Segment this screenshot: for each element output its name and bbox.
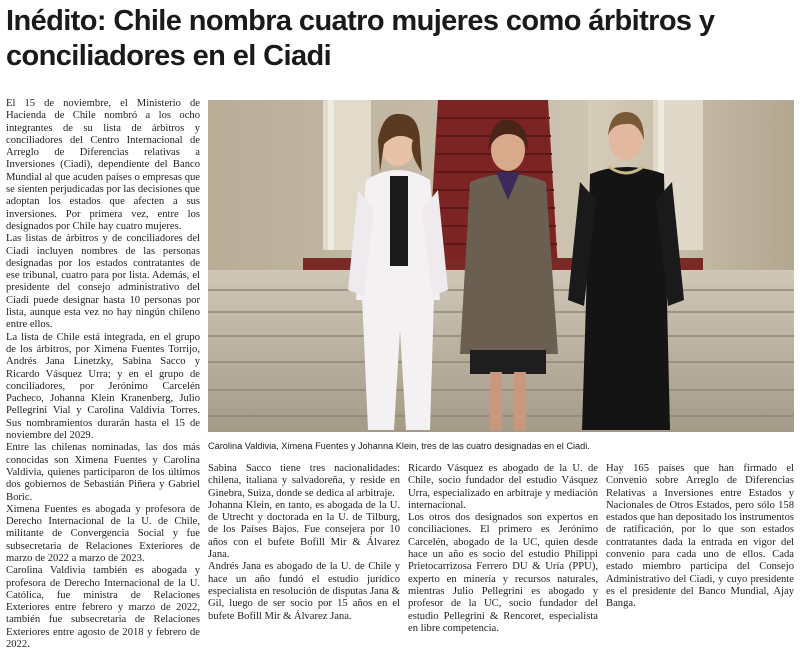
paragraph: Ricardo Vásquez es abogado de la U. de Chile, socio fundador del estudio Vásquez Urra, especializado en arbitraje y mediación internacional.: [408, 463, 598, 511]
text-column-1: [6, 98, 200, 651]
text-column-2: [208, 463, 400, 623]
paragraph: Los otros dos designados son expertos en conciliaciones. El primero es Jerónimo Carcelén, abogado de la UC, quien desde hace un año es socio del estudio Philippi Prietocarrizosa Ferrero DU & Uría (PPU), experto en minería y recursos naturales, mientras Julio Pellegrini es abogado y profesor de la UC, socio fundador del estudio Pellegrini & Rencoret, especialista en libre competencia.: [408, 512, 598, 634]
paragraph: Entre las chilenas nominadas, las dos más conocidas son Ximena Fuentes y Carolina Valdivia, quienes participaron de los últimos dos gobiernos de Sebastián Piñera y Gabriel Boric.: [6, 442, 200, 503]
paragraph: Sabina Sacco tiene tres nacionalidades: chilena, italiana y salvadoreña, y reside en Ginebra, Suiza, donde se dedica al arbitraje.: [208, 463, 400, 499]
text-column-4: [606, 463, 794, 611]
photo-illustration: [208, 100, 794, 432]
paragraph: Carolina Valdivia también es abogada y profesora de Derecho Internacional de la U. Católica, fue ministra de Relaciones Exteriores entre febrero y marzo de 2022, también fue subsecretaria de Relaciones Exteriores entre agosto de 2018 y febrero de 2022.: [6, 565, 200, 651]
paragraph: Johanna Klein, en tanto, es abogada de la U. de Utrecht y doctorada en la U. de Tilburg, de los Países Bajos. Fue consejera por 10 años con el bufete Bofill Mir & Álvarez Jana.: [208, 499, 400, 561]
headline: Inédito: Chile nombra cuatro mujeres como árbitros y conciliadores en el Ciadi: [6, 5, 715, 72]
photo-caption: Carolina Valdivia, Ximena Fuentes y Johanna Klein, tres de las cuatro designadas en el Ciadi.: [208, 441, 590, 451]
paragraph: Ximena Fuentes es abogada y profesora de Derecho Internacional de la U. de Chile, militante de Convergencia Social y fue subsecretaria de Relaciones Exteriores de marzo de 2022 a marzo de 2023.: [6, 503, 200, 564]
text-column-3: [408, 463, 598, 635]
paragraph: El 15 de noviembre, el Ministerio de Hacienda de Chile nombró a los ocho integrantes de su lista de árbitros y conciliadores del Centro Internacional de Arreglo de Diferencias relativas a Inversiones (Ciadi), dependiente del Banco Mundial al que acuden países o empresas que se sienten perjudicadas por las decisiones que adoptan los estados que afecten a sus inversiones. Por primera vez, entre los designados por Chile hay cuatro mujeres.: [6, 98, 200, 232]
paragraph: La lista de Chile está integrada, en el grupo de los árbitros, por Ximena Fuentes Torrijo, Andrés Jana Linetzky, Sabina Sacco y Ricardo Vásquez Urra; y en el grupo de conciliadores, por Jerónimo Carcelén Pacheco, Johanna Klein Kranenberg, Julio Pellegrini Vial y Carolina Valdivia Torres. Sus nombramientos durarán hasta el 15 de noviembre del 2029.: [6, 331, 200, 442]
article-photo: [208, 100, 794, 432]
paragraph: Andrés Jana es abogado de la U. de Chile y hace un año fundó el estudio jurídico especialista en resolución de disputas Jana & Gil, luego de ser socio por 15 años en el bufete Bofill Mir & Álvarez Jana.: [208, 561, 400, 622]
paragraph: Hay 165 países que han firmado el Convenio sobre Arreglo de Diferencias Relativas a Inversiones entre Estados y Nacionales de Otros Estados, pero sólo 158 estados que han depositado los instrumentos de ratificación, por lo que son estados contratantes dada la entrada en vigor del convenio para cada uno de ellos. Cada estado miembro participa del Consejo Administrativo del Ciadi, y cuyo presidente es el presidente del Banco Mundial, Ajay Banga.: [606, 463, 795, 610]
paragraph: Las listas de árbitros y de conciliadores del Ciadi incluyen nombres de las personas designadas por los estados contratantes de ese tribunal, cuatro para por lista. Además, el presidente del consejo administrativo del Ciadi puede designar hasta 10 personas por lista, aunque esta vez no hay ningún chileno entre ellos.: [6, 233, 200, 331]
